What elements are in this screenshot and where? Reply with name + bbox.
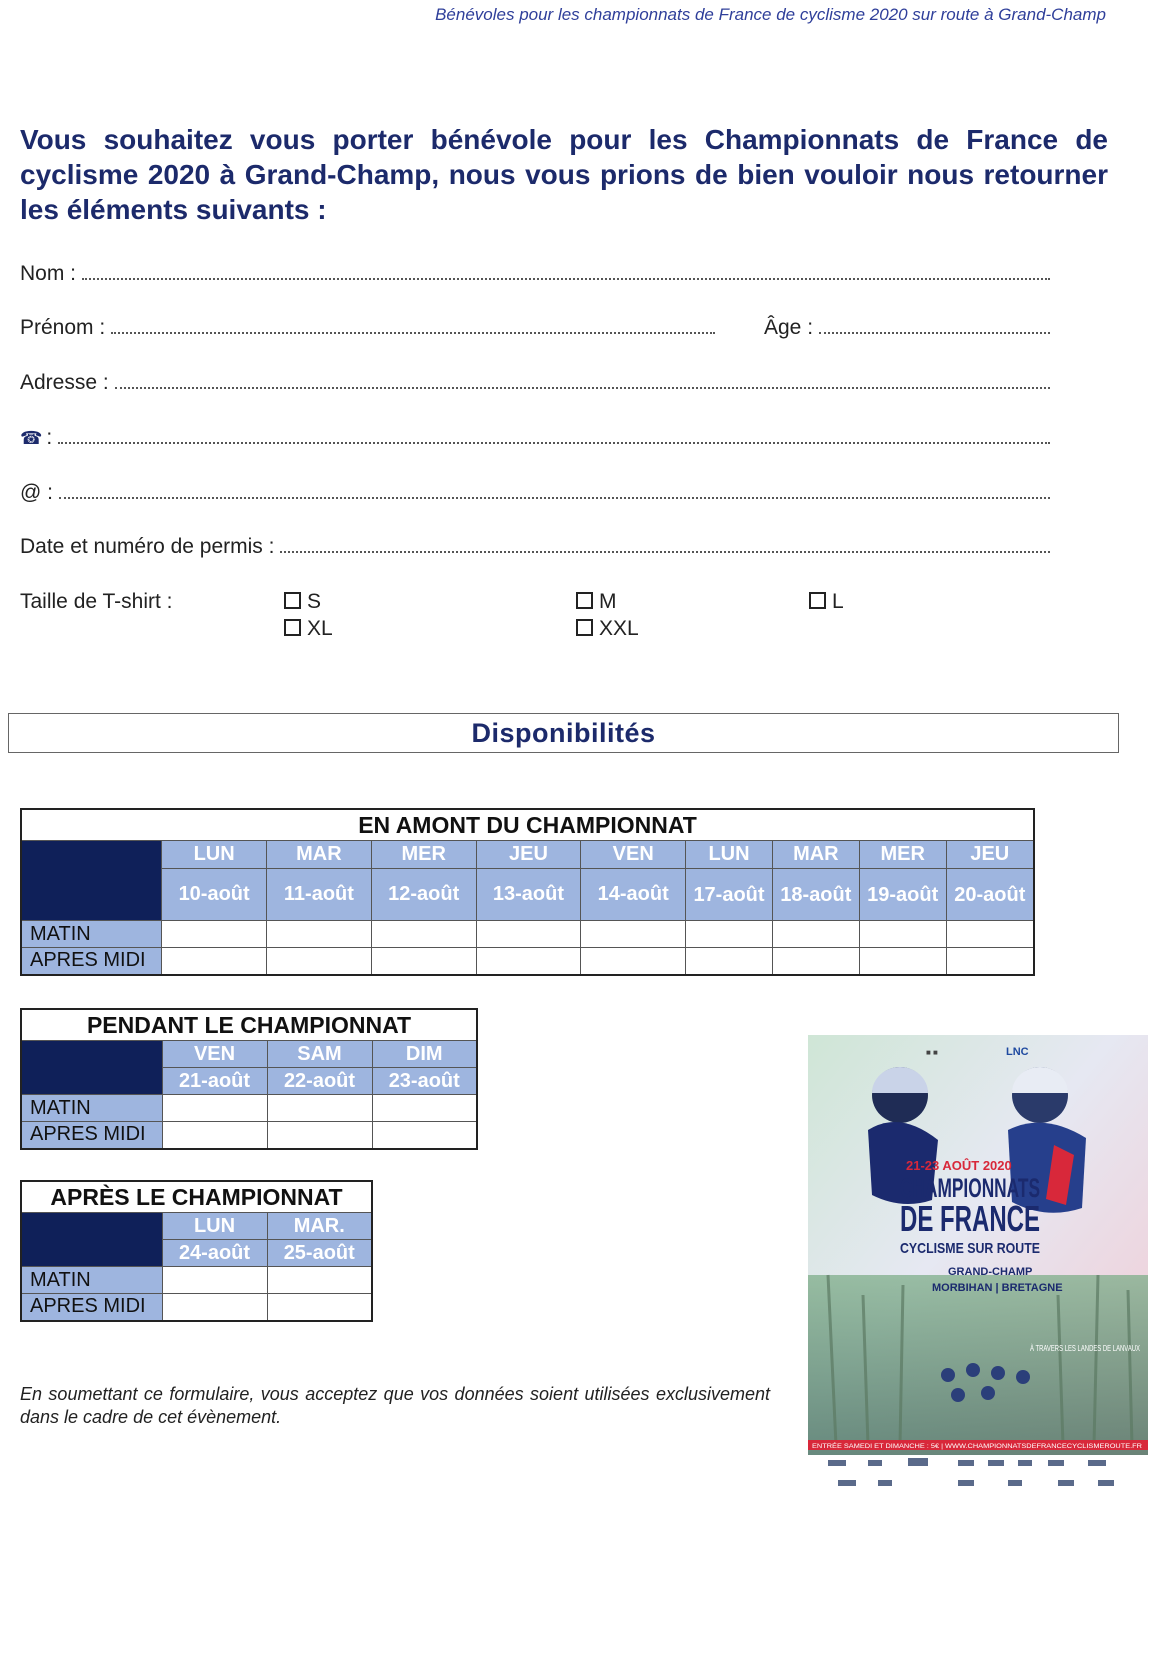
date-header: 19-août [859,869,946,921]
adresse-dotted-line [115,373,1050,389]
tshirt-option-m[interactable]: M [576,590,617,614]
permis-dotted-line [280,537,1050,553]
row-label-apres-midi: APRES MIDI [21,1122,162,1149]
tshirt-option-xxl[interactable]: XXL [576,617,639,641]
date-header: 14-août [581,869,686,921]
phone-dotted-line [58,428,1050,444]
availability-cell[interactable] [476,948,581,975]
availability-cell[interactable] [476,921,581,948]
prenom-dotted-line [111,318,715,334]
email-field[interactable] [20,481,1050,505]
poster-dates: 21-23 AOÛT 2020 [906,1158,1012,1173]
availability-cell[interactable] [267,948,372,975]
schedule-during-table [20,1008,478,1150]
availability-cell[interactable] [372,1122,477,1149]
day-header: LUN [162,1213,267,1240]
availability-cell[interactable] [162,1267,267,1294]
date-header: 10-août [162,869,267,921]
schedule-during-title: PENDANT LE CHAMPIONNAT [21,1009,477,1041]
age-dotted-line [819,318,1050,334]
availability-cell[interactable] [946,948,1034,975]
schedule-after-table [20,1180,373,1322]
poster-title-5: MORBIHAN | BRETAGNE [932,1282,1063,1294]
availability-cell[interactable] [267,1267,372,1294]
prenom-field[interactable] [20,316,715,340]
tshirt-option-xl[interactable]: XL [284,617,333,641]
date-header: 11-août [267,869,372,921]
nom-dotted-line [82,264,1050,280]
availability-cell[interactable] [267,1122,372,1149]
day-header: MAR [267,841,372,869]
tshirt-option-s[interactable]: S [284,590,321,614]
schedule-before-table [20,808,1035,976]
availability-cell[interactable] [772,948,859,975]
poster-title-1: CHAMPIONNATS [900,1173,1040,1203]
date-header: 23-août [372,1068,477,1095]
prenom-label: Prénom : [20,316,106,339]
day-header: LUN [686,841,773,869]
poster-title-4: GRAND-CHAMP [948,1266,1033,1278]
availability-cell[interactable] [371,921,476,948]
date-header: 17-août [686,869,773,921]
day-header: MER [859,841,946,869]
svg-text:■ ■: ■ ■ [926,1048,938,1057]
availability-cell[interactable] [372,1095,477,1122]
checkbox-icon[interactable] [284,619,301,636]
availability-cell[interactable] [162,948,267,975]
date-header: 24-août [162,1240,267,1267]
availability-cell[interactable] [772,921,859,948]
email-label: @ : [20,481,53,504]
age-label: Âge : [764,316,814,339]
row-label-matin: MATIN [21,1267,162,1294]
checkbox-icon[interactable] [284,592,301,609]
date-header: 20-août [946,869,1034,921]
checkbox-icon[interactable] [576,592,593,609]
availability-cell[interactable] [267,921,372,948]
poster-footer: ENTRÉE SAMEDI ET DIMANCHE : 5€ | WWW.CHAMPIONNATSDEFRANCECYCLISMEROUTE.FR [812,1444,1082,1450]
date-header: 22-août [267,1068,372,1095]
availability-cell[interactable] [267,1095,372,1122]
poster-tagline: À TRAVERS LES LANDES DE LANVAUX [1030,1344,1141,1353]
availability-cell[interactable] [267,1294,372,1321]
day-header: JEU [946,841,1034,869]
permis-label: Date et numéro de permis : [20,535,275,558]
page-header-caption: Bénévoles pour les championnats de France de cyclisme 2020 sur route à Grand-Champ [435,5,1106,24]
availability-cell[interactable] [371,948,476,975]
privacy-notice: En soumettant ce formulaire, vous acceptez que vos données soient utilisées exclusivement dans le cadre de cet évènement. [20,1384,770,1427]
availability-cell[interactable] [162,1095,267,1122]
email-dotted-line [59,483,1050,499]
disponibilites-banner: Disponibilités [8,713,1119,753]
phone-icon: ☎ [20,428,43,448]
availability-cell[interactable] [686,921,773,948]
phone-field[interactable] [20,426,1050,450]
intro-text: Vous souhaitez vous porter bénévole pour les Championnats de France de cyclisme 2020 à Grand-Champ, nous vous prions de bien vouloir nous retourner les éléments suivants : [20,124,1108,225]
availability-cell[interactable] [859,948,946,975]
phone-separator: : [46,426,53,449]
availability-cell[interactable] [162,1294,267,1321]
availability-cell[interactable] [581,921,686,948]
day-header: MAR. [267,1213,372,1240]
day-header: SAM [267,1041,372,1068]
availability-cell[interactable] [581,948,686,975]
event-poster [808,1035,1148,1515]
date-header: 13-août [476,869,581,921]
adresse-field[interactable] [20,371,1050,395]
date-header: 18-août [772,869,859,921]
checkbox-icon[interactable] [576,619,593,636]
availability-cell[interactable] [859,921,946,948]
day-header: MAR [772,841,859,869]
nom-field[interactable] [20,262,1050,286]
table-corner [21,1041,162,1095]
poster-title-2: DE FRANCE [900,1198,1040,1239]
tshirt-option-l[interactable]: L [809,590,844,614]
row-label-apres-midi: APRES MIDI [21,948,162,975]
row-label-matin: MATIN [21,1095,162,1122]
day-header: VEN [581,841,686,869]
date-header: 21-août [162,1068,267,1095]
adresse-label: Adresse : [20,371,109,394]
nom-label: Nom : [20,262,77,285]
table-corner [21,1213,162,1267]
availability-cell[interactable] [162,921,267,948]
day-header: DIM [372,1041,477,1068]
availability-cell[interactable] [686,948,773,975]
availability-cell[interactable] [946,921,1034,948]
day-header: MER [371,841,476,869]
row-label-apres-midi: APRES MIDI [21,1294,162,1321]
availability-cell[interactable] [162,1122,267,1149]
permis-field[interactable] [20,535,1050,559]
schedule-before-title: EN AMONT DU CHAMPIONNAT [21,809,1034,841]
day-header: VEN [162,1041,267,1068]
day-header: LUN [162,841,267,869]
poster-logo-lnc: LNC [1006,1046,1029,1058]
checkbox-icon[interactable] [809,592,826,609]
day-header: JEU [476,841,581,869]
table-corner [21,841,162,921]
date-header: 25-août [267,1240,372,1267]
date-header: 12-août [371,869,476,921]
event-poster-image [808,1035,1148,1515]
row-label-matin: MATIN [21,921,162,948]
age-field[interactable] [764,316,1050,340]
schedule-after-title: APRÈS LE CHAMPIONNAT [21,1181,372,1213]
poster-title-3: CYCLISME SUR ROUTE [900,1240,1040,1257]
tshirt-label: Taille de T-shirt : [20,590,173,613]
